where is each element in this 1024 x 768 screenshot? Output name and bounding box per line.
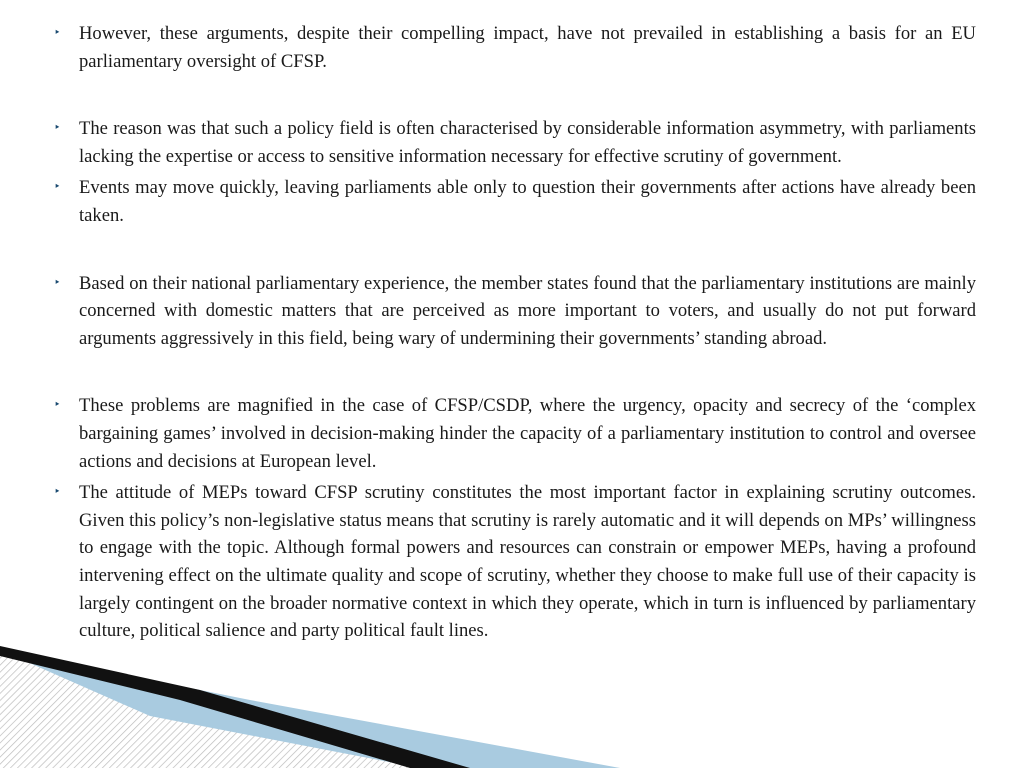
bullet-arrow-icon: ‣ <box>54 27 61 39</box>
bullet-text: The attitude of MEPs toward CFSP scrutiny constitutes the most important factor in explaining scrutiny outcomes. Given this policy’s non-legislative status means that scrutiny is rarely automatic and it will depends on MPs’ willingness to engage with the topic. Although formal powers and resources can constrain or empower MEPs, having a profound intervening effect on the ultimate quality and scope of scrutiny, whether they choose to make full use of their capacity is largely contingent on the broader normative context in which they operate, which in turn is influenced by parliamentary culture, political salience and party political fault lines. <box>79 482 976 642</box>
bullet-arrow-icon: ‣ <box>54 122 61 135</box>
bullet-text: Events may move quickly, leaving parliaments able only to question their governments after actions have already been taken. <box>79 177 976 226</box>
bullet-arrow-icon: ‣ <box>54 486 61 499</box>
bullet-item <box>54 115 976 170</box>
bullet-arrow-icon: ‣ <box>54 399 61 412</box>
bullet-text: However, these arguments, despite their compelling impact, have not prevailed in establishing a basis for an EU parliamentary oversight of CFSP. <box>79 23 976 72</box>
bullet-item <box>54 392 976 475</box>
bullet-item <box>54 174 976 229</box>
bullet-text: Based on their national parliamentary experience, the member states found that the parliamentary institutions are mainly concerned with domestic matters that are perceived as more important to voters, and usually do not put forward arguments aggressively in this field, being wary of undermining their governments’ standing abroad. <box>79 272 976 349</box>
hatched-corner-shape <box>0 648 470 768</box>
dark-swoosh <box>0 646 470 768</box>
bullet-arrow-icon: ‣ <box>54 276 61 289</box>
bullet-text: These problems are magnified in the case of CFSP/CSDP, where the urgency, opacity and secrecy of the ‘complex bargaining games’ involved in decision-making hinder the capacity of a parliamentary institution to control and oversee actions and decisions at European level. <box>79 395 976 472</box>
bullet-item <box>54 270 976 353</box>
bullet-text: The reason was that such a policy field is often characterised by considerable information asymmetry, with parliaments lacking the expertise or access to sensitive information necessary for effective scrutiny of government. <box>79 118 976 167</box>
bullet-list <box>54 20 976 645</box>
bullet-arrow-icon: ‣ <box>54 181 61 194</box>
bullet-item <box>54 20 976 75</box>
bullet-item <box>54 479 976 645</box>
light-blue-swoosh <box>0 650 620 768</box>
